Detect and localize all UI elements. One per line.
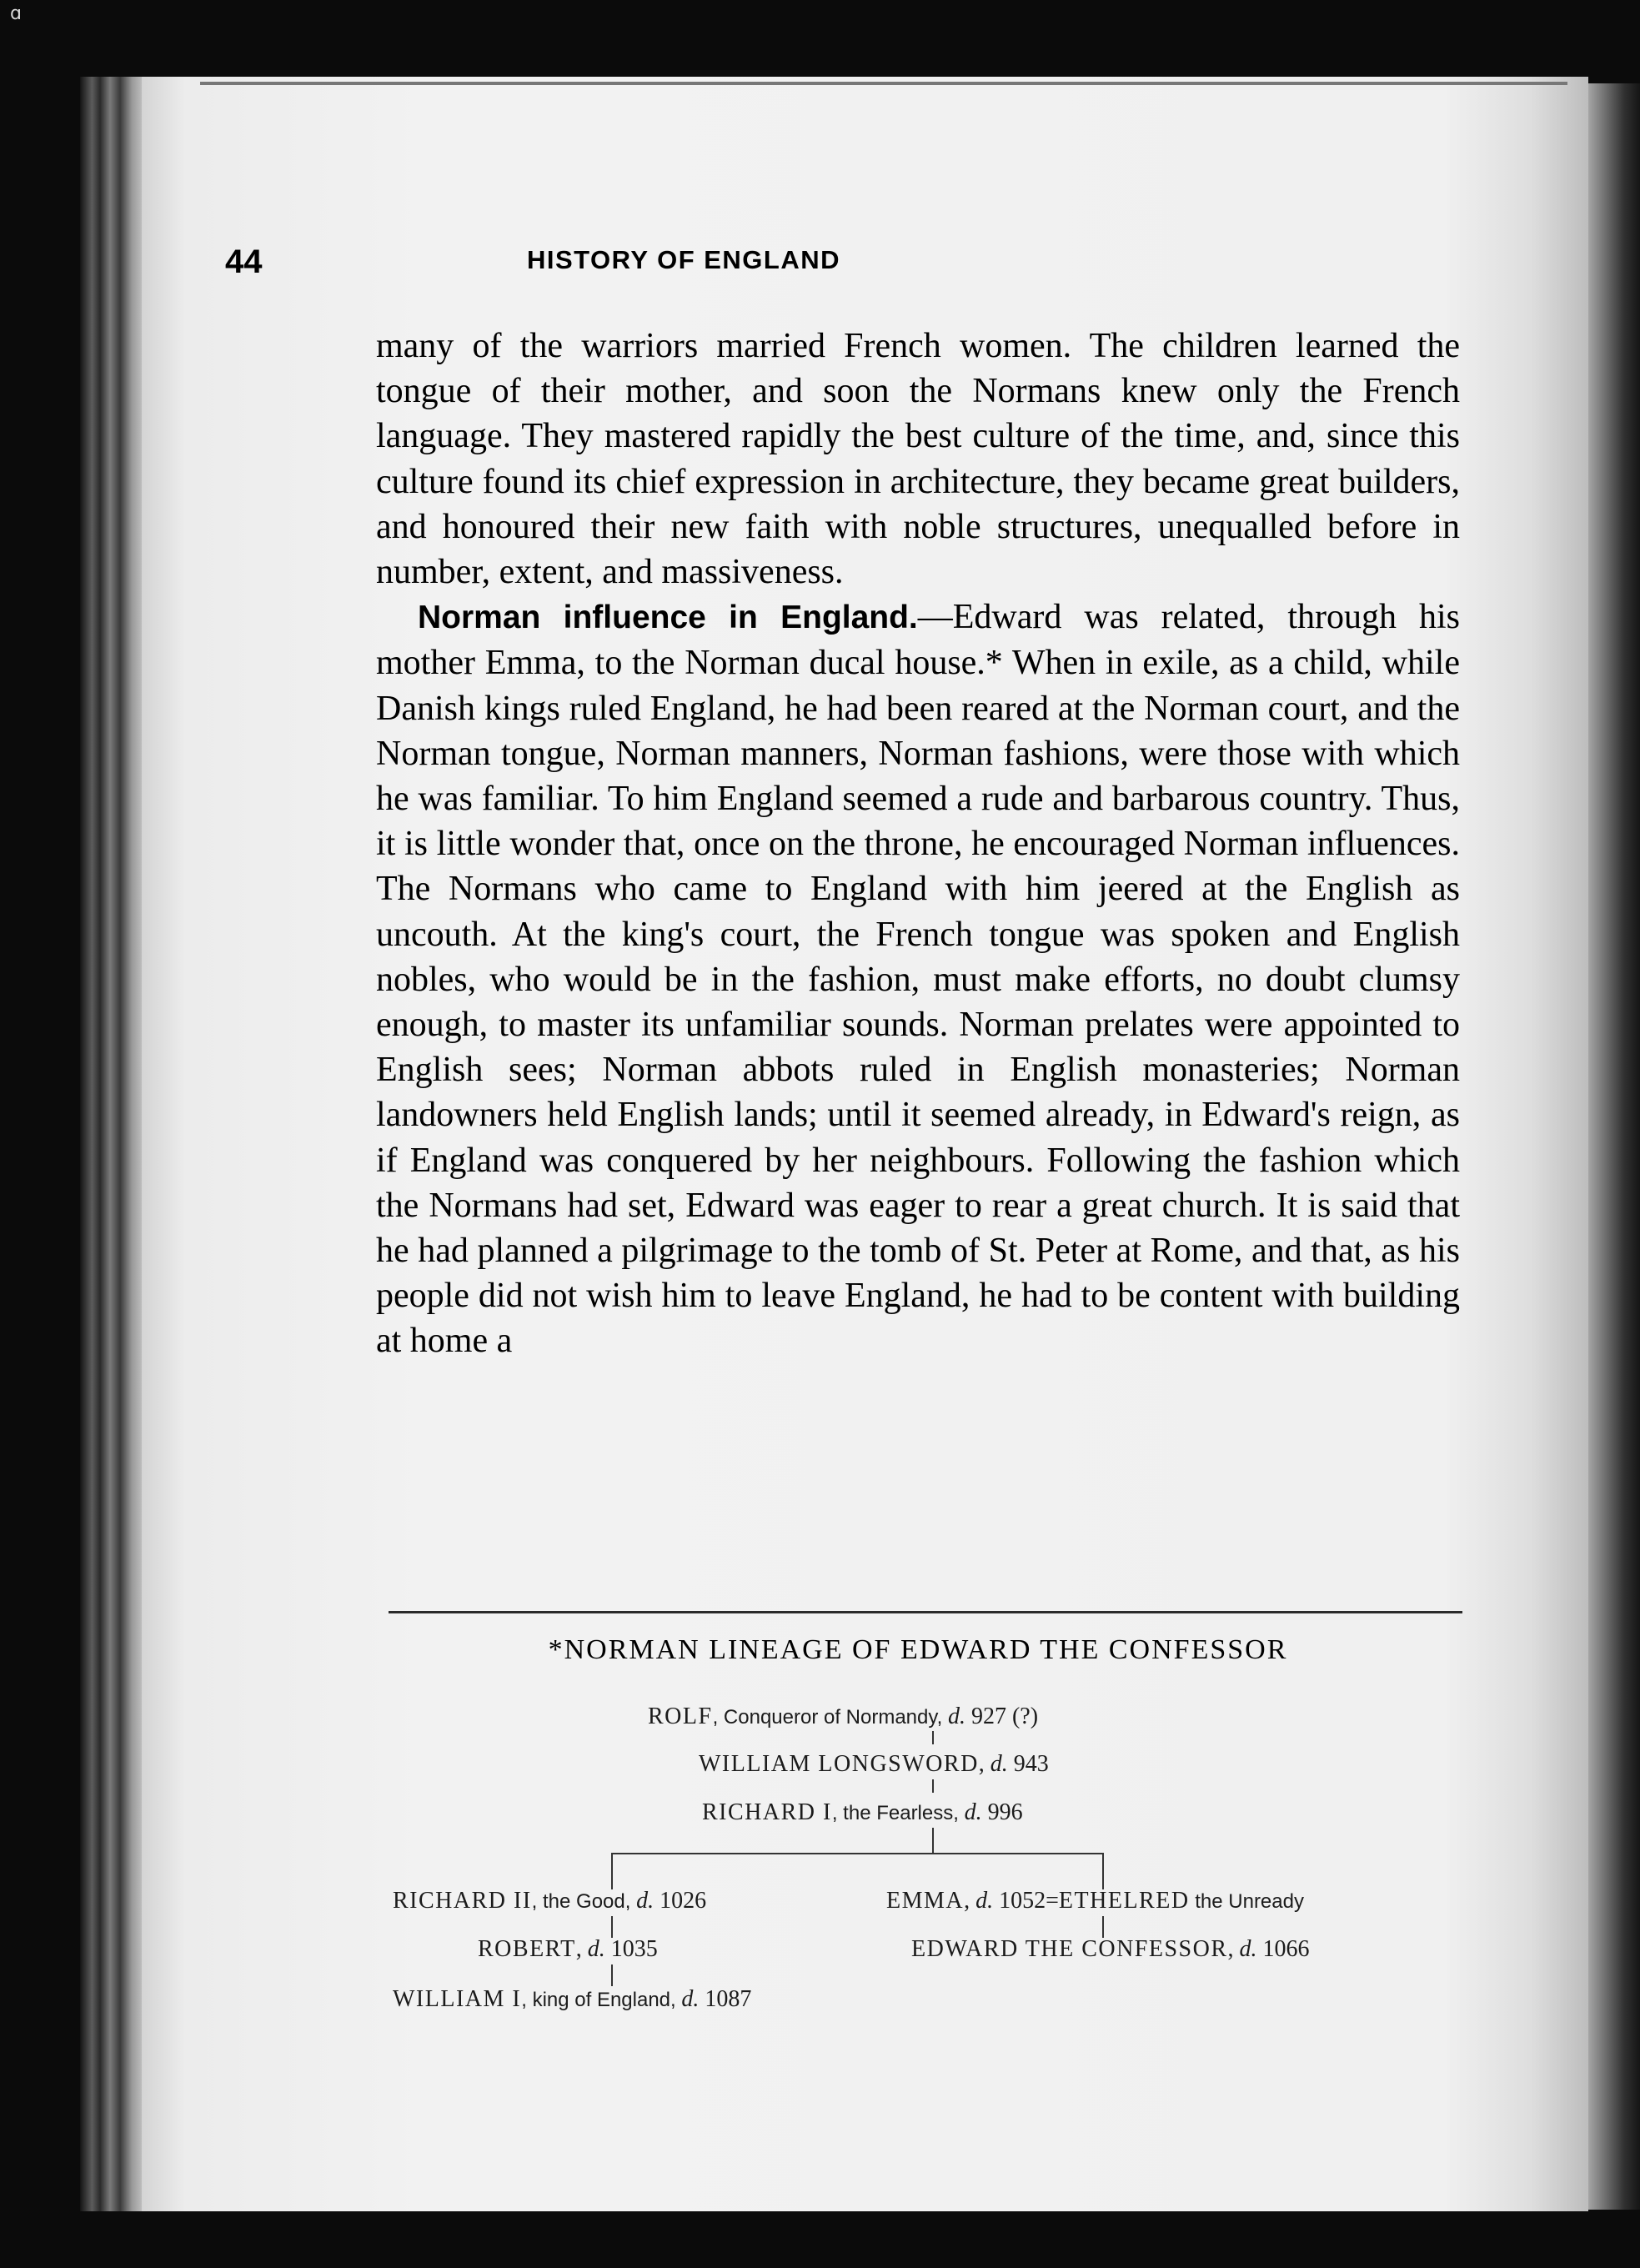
paragraph [376, 595, 1460, 1363]
lineage-rolf: ROLF, Conqueror of Normandy, d. 927 (?) [648, 1704, 1039, 1729]
lineage-connector [1102, 1916, 1104, 1938]
lineage-connector [611, 1916, 613, 1938]
lineage-william-i: WILLIAM I, king of England, d. 1087 [393, 1986, 752, 2012]
lineage-robert: ROBERT, d. 1035 [478, 1936, 658, 1962]
lineage-richard-ii: RICHARD II, the Good, d. 1026 [393, 1888, 707, 1914]
footnote-rule [389, 1611, 1462, 1613]
running-title: HISTORY OF ENGLAND [526, 245, 841, 274]
lineage-richard-i: RICHARD I, the Fearless, d. 996 [702, 1799, 1023, 1825]
page-number: 44 [225, 243, 263, 280]
section-heading: Norman influence in England. [418, 600, 918, 636]
scan-corner-mark: ɑ [10, 3, 22, 24]
body-text [376, 324, 1460, 1364]
lineage-connector [1102, 1853, 1104, 1889]
lineage-sibling-line [611, 1853, 1103, 1854]
paragraph-text: —Edward was related, through his mother Emma, to the Norman ducal house.* When in exile, as a child, while Danish kings ruled England, he had been reared at the Norman court, and the Norman tongue, Norman manners, Norman fashions, were those with which he was familiar. To him England seemed a rude and barbarous country. Thus, it is little wonder that, once on the throne, he encouraged Norman influences. The Normans who came to England with him jeered at the English as uncouth. At the king's court, the French tongue was spoken and English nobles, who would be in the fashion, must make efforts, no doubt clumsy enough, to master its unfamiliar sounds. Norman prelates were appointed to English sees; Norman abbots ruled in English monasteries; Norman landowners held English lands; until it seemed already, in Edward's reign, as if England was conquered by her neighbours. Following the fashion which the Normans had set, Edward was eager to rear a great church. It is said that he had planned a pilgrimage to the tomb of St. Peter at Rome, and that, as his people did not wish him to leave England, he had to be content with building at home a [376, 598, 1460, 1361]
page-stack-edge [1588, 83, 1640, 2210]
lineage-edward-the-confessor: EDWARD THE CONFESSOR, d. 1066 [911, 1936, 1310, 1962]
lineage-emma-ethelred: EMMA, d. 1052=ETHELRED the Unready [886, 1888, 1304, 1914]
lineage-william-longsword: WILLIAM LONGSWORD, d. 943 [699, 1751, 1049, 1777]
page-top-edge [200, 82, 1567, 85]
book-binding [80, 77, 147, 2211]
lineage-connector [932, 1828, 934, 1853]
lineage-connector [611, 1964, 613, 1986]
lineage-connector [611, 1853, 613, 1889]
paragraph: many of the warriors married French women. The children learned the tongue of their mother, and soon the Normans knew only the French language. They mastered rapidly the best culture of the time, and, since this culture found its chief expression in architecture, they became great builders, and honoured their new faith with noble structures, unequalled before in number, extent, and massiveness. [376, 327, 1460, 592]
lineage-connector [932, 1731, 934, 1744]
running-head [225, 243, 1142, 285]
lineage-connector [932, 1779, 934, 1793]
footnote-title: *NORMAN LINEAGE OF EDWARD THE CONFESSOR [548, 1634, 1288, 1665]
